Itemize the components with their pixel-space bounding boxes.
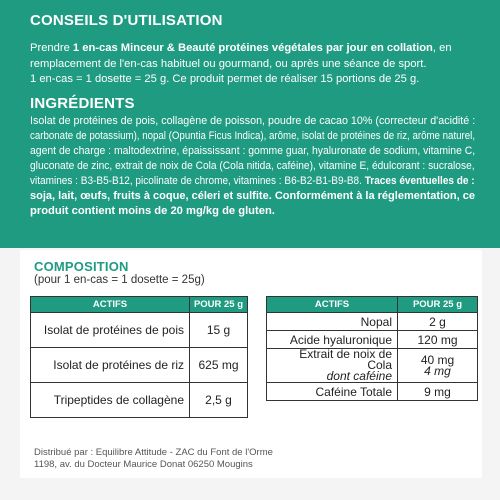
table-row bbox=[267, 331, 478, 349]
footer-line-2: 1198, av. du Docteur Maurice Donat 06250 Mougins bbox=[34, 459, 253, 470]
conseils-line-3: 1 en-cas = 1 dosette = 25 g. Ce produit permet de réaliser 15 portions de 25 g. bbox=[30, 73, 420, 85]
composition-title: COMPOSITION bbox=[34, 259, 129, 274]
header-pour-25g: POUR 25 g bbox=[398, 297, 478, 313]
ingredients-line-6: soja, lait, œufs, fruits à coque, céleri et sulfite. Conformément à la réglementation, ce bbox=[30, 190, 475, 202]
row-name: Nopal bbox=[267, 313, 398, 331]
row-name: Tripeptides de collagène bbox=[31, 383, 190, 418]
row-value: 2 g bbox=[398, 313, 478, 331]
ingredients-title: INGRÉDIENTS bbox=[30, 95, 135, 112]
table-row bbox=[267, 313, 478, 331]
header-actifs: ACTIFS bbox=[267, 297, 398, 313]
composition-subtitle: (pour 1 en-cas = 1 dosette = 25g) bbox=[34, 274, 205, 286]
row-name-main: Extrait de noix de Cola bbox=[299, 347, 392, 372]
row-value: 2,5 g bbox=[190, 383, 248, 418]
row-name: Caféine Totale bbox=[267, 383, 398, 401]
conseils-line-2: remplacement de l'en-cas habituel ou gourmand, ou après une séance de sport. bbox=[30, 58, 427, 70]
table-row bbox=[31, 313, 248, 348]
row-value: 120 mg bbox=[398, 331, 478, 349]
composition-table-right bbox=[266, 296, 478, 401]
ingredients-line-5-pre: vitamines : B3-B5-B12, picolinate de chrome, vitamines : B6-B2-B1-B9-B8. bbox=[30, 175, 365, 187]
conseils-line-1-pre: Prendre bbox=[30, 42, 73, 54]
row-name: Isolat de protéines de riz bbox=[31, 348, 190, 383]
table-header-row bbox=[267, 297, 478, 313]
conseils-line-1-post: , en bbox=[432, 42, 452, 54]
conseils-line-1 bbox=[30, 42, 452, 55]
info-panel bbox=[0, 0, 500, 248]
conseils-line-1-bold: 1 en-cas Minceur & Beauté protéines végétales par jour en collation bbox=[72, 42, 433, 54]
table-row bbox=[267, 349, 478, 383]
row-name: Isolat de protéines de pois bbox=[31, 313, 190, 348]
distributor-footer bbox=[34, 447, 273, 471]
ingredients-line-7: produit contient moins de 20 mg/kg de gluten. bbox=[30, 205, 275, 217]
table-header-row bbox=[31, 297, 248, 313]
header-pour-25g: POUR 25 g bbox=[190, 297, 248, 313]
row-value bbox=[398, 349, 478, 383]
composition-table-left bbox=[30, 296, 248, 418]
row-name-sub: dont caféine bbox=[326, 369, 392, 383]
ingredients-line-4: gluconate de zinc, extrait de noix de Cola (Cola nitida, caféine), vitamine E, édulcorant : sucralose, bbox=[30, 160, 475, 172]
ingredients-line-1: Isolat de protéines de pois, collagène de poisson, poudre de cacao 10% (correcteur d'acidité : bbox=[30, 115, 476, 127]
row-name bbox=[267, 349, 398, 383]
table-row bbox=[267, 383, 478, 401]
header-actifs: ACTIFS bbox=[31, 297, 190, 313]
row-value: 9 mg bbox=[398, 383, 478, 401]
conseils-title: CONSEILS D'UTILISATION bbox=[30, 12, 223, 29]
row-value: 15 g bbox=[190, 313, 248, 348]
ingredients-line-5-bold: Traces éventuelles de : bbox=[364, 175, 475, 187]
row-value: 625 mg bbox=[190, 348, 248, 383]
row-value-main: 40 mg bbox=[420, 352, 455, 367]
ingredients-line-3: agent de charge : maltodextrine, épaississant : gomme guar, hyaluronate de sodium, vitamine C, bbox=[30, 145, 476, 157]
row-value-sub: 4 mg bbox=[424, 363, 451, 378]
footer-line-1: Distribué par : Equilibre Attitude - ZAC du Font de l'Orme bbox=[34, 447, 273, 458]
ingredients-line-5 bbox=[30, 175, 475, 188]
table-row bbox=[31, 383, 248, 418]
row-name: Acide hyaluronique bbox=[267, 331, 398, 349]
table-row bbox=[31, 348, 248, 383]
ingredients-line-2: carbonate de potassium), nopal (Opuntia Ficus Indica), arôme, isolat de protéines de riz, arôme naturel, bbox=[30, 130, 476, 142]
